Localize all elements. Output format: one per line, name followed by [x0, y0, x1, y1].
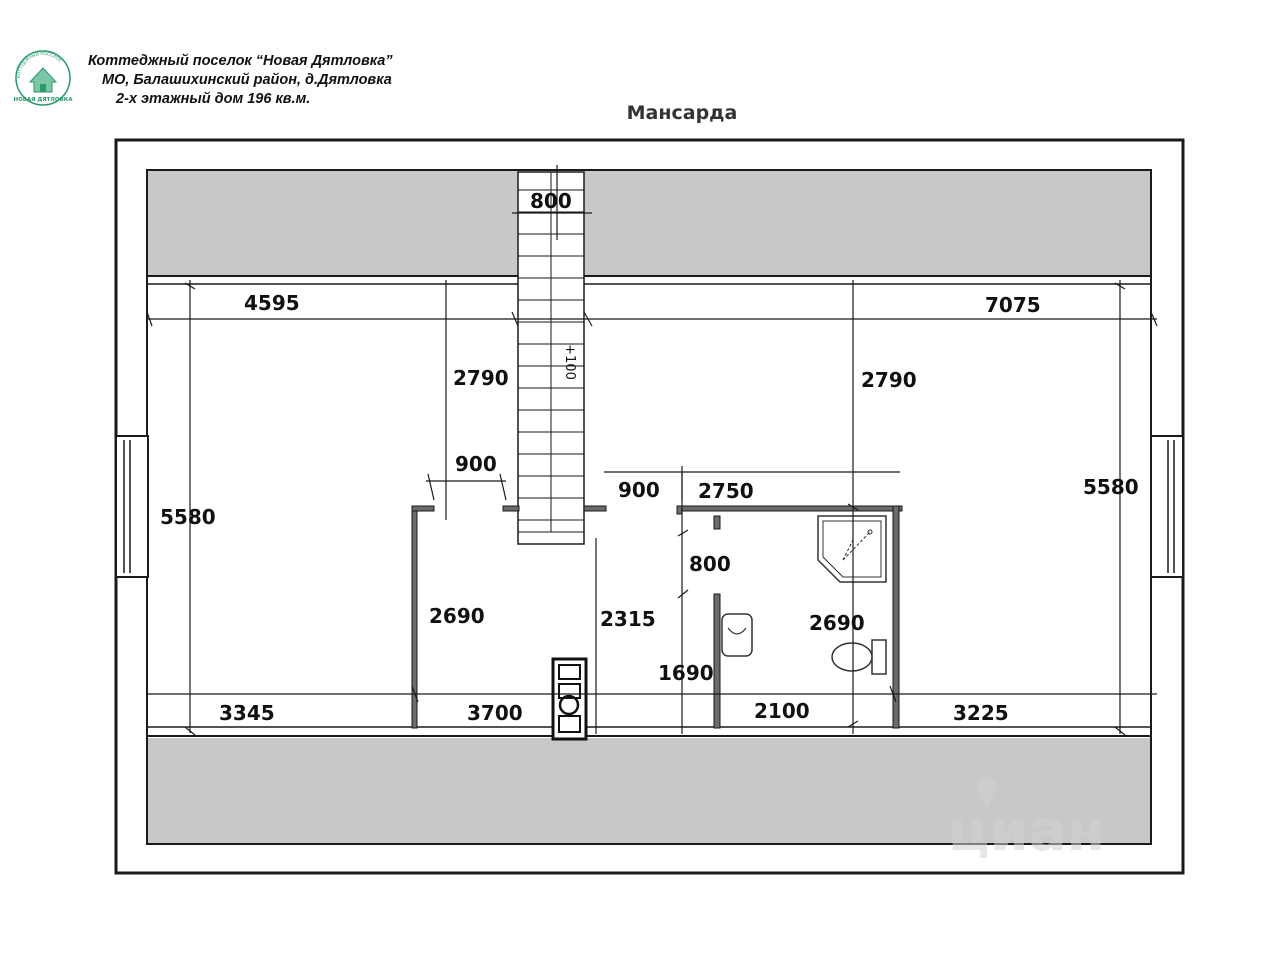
roof-zone-top-right	[584, 171, 1150, 275]
window-right	[1151, 436, 1183, 577]
header-line-house: 2-х этажный дом 196 кв.м.	[116, 91, 311, 107]
dim-right-bottom-width: 3225	[953, 701, 1009, 725]
dim-stair-width: 800	[530, 189, 572, 213]
dim-left-upper-depth: 2790	[453, 366, 509, 390]
dim-stair-left-gap: 900	[455, 452, 497, 476]
dim-toilet-depth: 1690	[658, 661, 714, 685]
window-left	[116, 436, 148, 577]
dim-right-upper-depth: 2790	[861, 368, 917, 392]
plan-title: Мансарда	[626, 102, 738, 124]
dim-left-room-width: 4595	[244, 291, 300, 315]
dim-closet-depth: 800	[689, 552, 731, 576]
dim-hall-width: 3700	[467, 701, 523, 725]
staircase	[518, 172, 584, 544]
dim-toilet-width: 2100	[754, 699, 810, 723]
stair-level-label: +100	[562, 344, 577, 380]
dim-left-lower-depth: 2690	[429, 604, 485, 628]
dim-right-room-width: 7075	[985, 293, 1041, 317]
sink-icon	[722, 614, 752, 656]
header-line-address: МО, Балашихинский район, д.Дятловка	[102, 72, 392, 88]
logo-name-text: НОВАЯ ДЯТЛОВКА	[13, 97, 73, 103]
watermark-text: циан	[948, 799, 1106, 864]
dim-bath-depth: 2690	[809, 611, 865, 635]
roof-zone-top-left	[148, 171, 518, 275]
dim-left-room-depth: 5580	[160, 505, 216, 529]
header-line-village: Коттеджный поселок “Новая Дятловка”	[88, 53, 393, 69]
chimney	[553, 659, 586, 739]
toilet-icon	[832, 640, 886, 674]
dim-right-room-depth: 5580	[1083, 475, 1139, 499]
dim-stair-right-gap: 900	[618, 478, 660, 502]
dim-left-bottom-width: 3345	[219, 701, 275, 725]
dim-bath-width: 2750	[698, 479, 754, 503]
dim-hall-depth: 2315	[600, 607, 656, 631]
logo-ring-text: КОТТЕДЖНЫЙ ПОСЕЛОК	[15, 50, 63, 79]
